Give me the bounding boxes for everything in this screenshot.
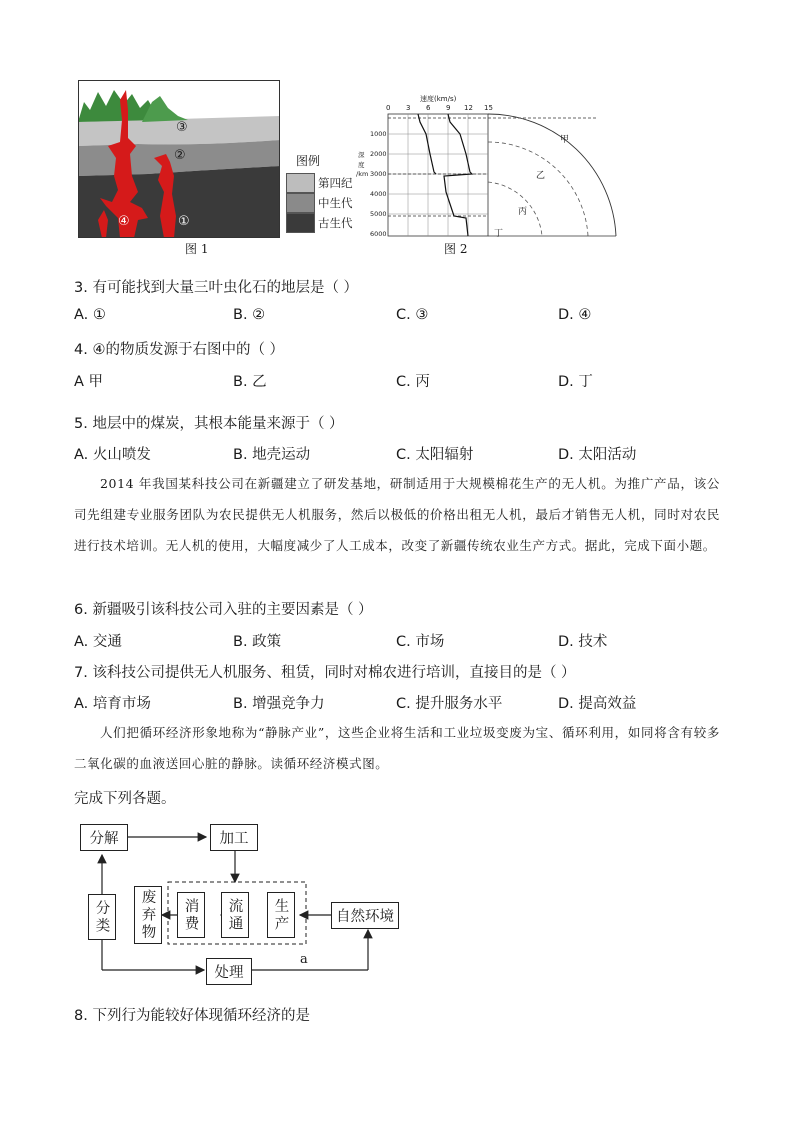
box-xiaofei: 消费 — [177, 892, 205, 938]
q5-option-c[interactable]: C. 太阳辐射 — [396, 447, 474, 463]
layer-label-1: ① — [178, 214, 190, 229]
q6-option-a[interactable]: A. 交通 — [74, 634, 122, 650]
q7-option-b[interactable]: B. 增强竞争力 — [233, 696, 325, 712]
q6-option-d[interactable]: D. 技术 — [558, 634, 608, 650]
q3-option-a[interactable]: A. ① — [74, 307, 106, 323]
y-axis-label: /km — [356, 170, 369, 178]
region-ding: 丁 — [494, 229, 504, 239]
x-tick: 0 — [386, 104, 391, 112]
figure-1 — [78, 80, 280, 238]
box-fenjie: 分解 — [80, 824, 128, 851]
q4-option-a[interactable]: A 甲 — [74, 374, 104, 390]
legend-label: 中生代 — [318, 196, 353, 210]
legend-label: 第四纪 — [318, 176, 353, 190]
y-tick: 5000 — [370, 210, 387, 218]
x-tick: 6 — [426, 104, 431, 112]
x-tick: 15 — [484, 104, 493, 112]
region-bing: 丙 — [518, 207, 528, 217]
q4-option-b[interactable]: B. 乙 — [233, 374, 267, 390]
legend-item — [286, 213, 353, 233]
figure-1-caption: 图 1 — [185, 242, 209, 256]
q7-option-d[interactable]: D. 提高效益 — [558, 696, 637, 712]
q5-option-b[interactable]: B. 地壳运动 — [233, 447, 311, 463]
box-shengchan: 生产 — [267, 892, 295, 938]
q6-option-b[interactable]: B. 政策 — [233, 634, 282, 650]
legend-label: 古生代 — [318, 216, 353, 230]
y-axis-label: 深 — [358, 151, 365, 159]
y-axis-label: 度 — [358, 161, 365, 169]
q3-option-c[interactable]: C. ③ — [396, 307, 429, 323]
y-tick: 1000 — [370, 130, 387, 138]
seismic-wave-diagram — [356, 92, 626, 242]
y-tick: 6000 — [370, 230, 387, 238]
legend — [286, 152, 353, 233]
box-ziran: 自然环境 — [331, 902, 399, 929]
q3-stem: 3. 有可能找到大量三叶虫化石的地层是（ ） — [74, 280, 359, 296]
passage-1: 2014 年我国某科技公司在新疆建立了研发基地，研制适用于大规模棉花生产的无人机。为推广产品，该公司先组建专业服务团队为农民提供无人机服务，然后以极低的价格出租无人机，最后才销售无人机，同时对农民进行技术培训。无人机的使用，大幅度减少了人工成本，改变了新疆传统农业生产方式。据此，完成下面小题。 — [74, 476, 720, 553]
passage-2: 人们把循环经济形象地称为“静脉产业”，这些企业将生活和工业垃圾变废为宝、循环利用，如同将含有较多二氧化碳的血液送回心脏的静脉。读循环经济模式图。 — [74, 725, 720, 771]
q3-option-d[interactable]: D. ④ — [558, 307, 592, 323]
legend-swatch — [286, 213, 315, 233]
q4-option-c[interactable]: C. 丙 — [396, 374, 430, 390]
y-tick: 4000 — [370, 190, 387, 198]
legend-title: 图例 — [296, 154, 321, 168]
box-chuli: 处理 — [206, 958, 252, 985]
box-feiqiwu: 废弃物 — [134, 886, 162, 944]
q7-option-a[interactable]: A. 培育市场 — [74, 696, 151, 712]
y-tick: 2000 — [370, 150, 387, 158]
layer-label-3: ③ — [176, 120, 188, 135]
x-tick: 9 — [446, 104, 451, 112]
region-yi: 乙 — [536, 171, 546, 181]
legend-swatch — [286, 173, 315, 193]
q5-stem: 5. 地层中的煤炭，其根本能量来源于（ ） — [74, 416, 344, 432]
q3-option-b[interactable]: B. ② — [233, 307, 266, 323]
q8-stem: 8. 下列行为能较好体现循环经济的是 — [74, 1008, 310, 1024]
layer-label-2: ② — [174, 148, 186, 163]
legend-swatch — [286, 193, 315, 213]
y-tick: 3000 — [370, 170, 387, 178]
figure-2 — [356, 92, 626, 242]
box-jiagong: 加工 — [210, 824, 258, 851]
q6-stem: 6. 新疆吸引该科技公司入驻的主要因素是（ ） — [74, 602, 373, 618]
figure-1-border — [78, 80, 280, 238]
instruction: 完成下列各题。 — [74, 791, 176, 807]
legend-item — [286, 173, 353, 193]
q5-option-d[interactable]: D. 太阳活动 — [558, 447, 637, 463]
legend-item — [286, 193, 353, 213]
q5-option-a[interactable]: A. 火山喷发 — [74, 447, 151, 463]
box-liutong: 流通 — [221, 892, 249, 938]
q4-stem: 4. ④的物质发源于右图中的（ ） — [74, 342, 285, 358]
circular-economy-diagram — [78, 822, 408, 988]
x-tick: 12 — [464, 104, 473, 112]
q4-option-d[interactable]: D. 丁 — [558, 374, 593, 390]
layer-label-4: ④ — [118, 214, 130, 229]
x-tick: 3 — [406, 104, 411, 112]
region-jia: 甲 — [560, 135, 570, 145]
q6-option-c[interactable]: C. 市场 — [396, 634, 445, 650]
q7-option-c[interactable]: C. 提升服务水平 — [396, 696, 503, 712]
velocity-axis-title: 速度(km/s) — [420, 95, 457, 103]
figure-2-caption: 图 2 — [444, 242, 468, 256]
box-fenlei: 分类 — [88, 894, 116, 940]
label-a: a — [300, 952, 308, 967]
q7-stem: 7. 该科技公司提供无人机服务、租赁，同时对棉农进行培训，直接目的是（ ） — [74, 665, 576, 681]
